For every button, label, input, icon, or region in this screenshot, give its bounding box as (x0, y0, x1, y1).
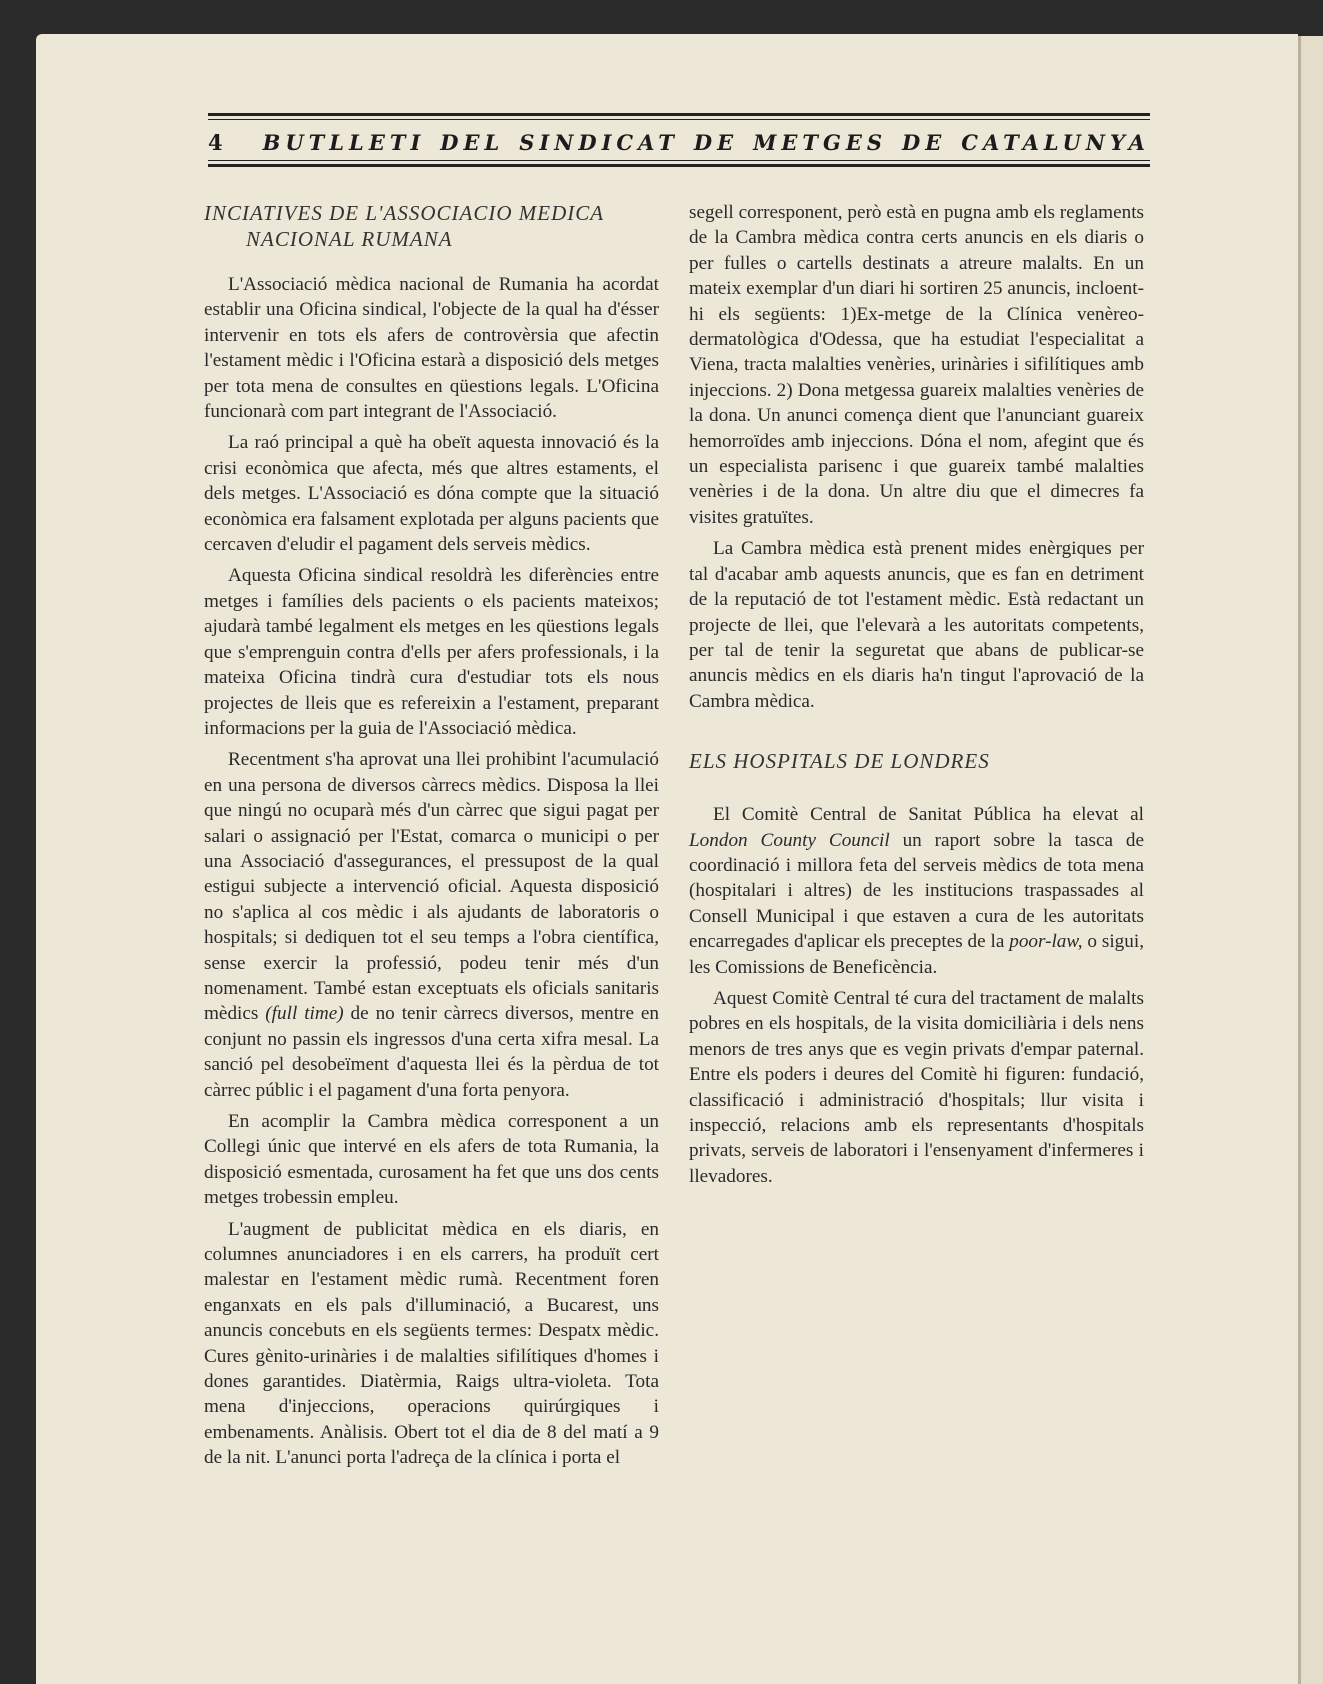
running-head (208, 127, 1150, 157)
article-title-london: ELS HOSPITALS DE LONDRES (689, 749, 990, 774)
italic-phrase: London County Council (689, 829, 890, 851)
running-head-word: SINDICAT (519, 129, 679, 155)
paragraph-text: Recentment s'ha aprovat una llei prohibint l'acumulació en una persona de diversos càrrecs mèdics. Disposa la llei que ningú no ocuparà més d'un càrrec que sigui pagat per salari o assignació per l'Estat, comarca o municipi o per una Associació d'assegurances, el pressupost de la qual estigui subjecte a intervenció oficial. Aquesta disposició no s'aplica al cos mèdic i als ajudants de laboratoris o hospitals; si dediquen tot el seu temps a l'obra científica, sense exercir la professió, podeu tenir més d'un nomenament. També estan exceptuats els oficials sanitaris mèdics (204, 749, 659, 1025)
paragraph: Aquesta Oficina sindical resoldrà les diferències entre metges i famílies dels pacients o els pacients mateixos; ajudarà també legalment els metges en les qüestions legals que s'emprenguin contra d'ells per afers professionals, i la mateixa Oficina tindrà cura d'estudiar tots els nous projectes de lleis que es refereixin a l'estament, preparant informacions per la guia de l'Associació mèdica. (204, 565, 659, 739)
running-head-word: CATALUNYA (961, 129, 1150, 155)
running-head-word: DE (902, 129, 947, 155)
article-title-line: INCIATIVES DE L'ASSOCIACIO MEDICA (204, 201, 605, 225)
paragraph-text: El Comitè Central de Sanitat Pública ha elevat al (713, 804, 1144, 826)
paragraph: L'augment de publicitat mèdica en els diaris, en columnes anunciadores i en els carrers, ha produït cert malestar en l'estament mèdic rumà. Recentment foren enganxats en els pals d'illuminació, a Bucarest, uns anuncis concebuts en els següents termes: Despatx mèdic. Cures gènito-urinàries i de malalties sifilítiques d'homes i dones garantides. Diatèrmia, Raigs ultra-violeta. Tota mena d'injeccions, operacions quirúrgiques i embenaments. Anàlisis. Obert tot el dia de 8 del matí a 9 de la nit. L'anunci porta l'adreça de la clínica i porta el (204, 1218, 659, 1469)
next-page-edge (1298, 36, 1323, 1684)
italic-phrase: (full time) (265, 1003, 344, 1025)
paragraph-text: de no tenir càrrecs diversos, mentre en conjunt no passin els ingressos d'una certa xifra mesal. La sanció pel desobeïment d'aquesta llei és la pèrdua de tot càrrec públic i el pagament d'una forta penyora. (204, 1003, 660, 1101)
running-head-word: METGES (753, 129, 888, 155)
paragraph-continued: segell corresponent, però està en pugna amb els reglaments de la Cambra mèdica contra certs anuncis en els diaris o per fulles o cartells destinats a atreure malalts. En un mateix exemplar d'un diari hi sortiren 25 anuncis, incloent-hi els següents: 1)Ex-metge de la Clínica venèreo-dermatològica d'Odessa, que ha estudiat l'especialitat a Viena, tracta malalties venèries, urinàries i sifilítiques amb injeccions. 2) Dona metgessa guareix malalties venèries de la dona. Un anunci comença dient que l'anunciant guareix hemorroïdes amb injeccions. Dóna el nom, afegint que és un especialista parisenc i que guareix també malalties venèries i de la dona. Un altre diu que el dimecres fa visites gratuïtes. (689, 202, 1144, 528)
article-title-romania (204, 200, 659, 252)
column-left (204, 200, 659, 1477)
paragraph: L'Associació mèdica nacional de Rumania ha acordat establir una Oficina sindical, l'objecte de la qual ha d'ésser intervenir en tots els afers de controvèrsia que afectin l'estament mèdic i l'Oficina estarà a disposició dels metges per tota mena de consultes en qüestions legals. L'Oficina funcionarà com part integrant de l'Associació. (204, 274, 659, 423)
paragraph: La Cambra mèdica està prenent mides enèrgiques per tal d'acabar amb aquests anuncis, que es fan en detriment de la reputació de tot l'estament mèdic. Està redactant un projecte de llei, que l'elevarà a les autoritats competents, per tal de tenir la seguretat que abans de publicar-se anuncis mèdics en els diaris ha'n tingut l'aprovació de la Cambra mèdica. (689, 538, 1144, 712)
running-head-word: DEL (440, 129, 505, 155)
paragraph-text: un raport sobre la tasca de coordinació i millora feta del serveis mèdics de tota mena (hospitalari i altres) de les institucions traspassades al Consell Municipal i que estaven a cura de les autoritats encarregades d'aplicar els preceptes de la (689, 829, 1144, 953)
paragraph (204, 747, 659, 1103)
header-rule-bottom-thin (208, 160, 1150, 161)
paragraph-text: o sigui, les Comissions de Beneficència. (689, 931, 1144, 978)
italic-phrase: poor-law, (1009, 931, 1083, 953)
paragraph (689, 802, 1144, 980)
running-head-word: DE (693, 129, 739, 155)
paragraph: La raó principal a què ha obeït aquesta innovació és la crisi econòmica que afecta, més que altres estaments, el dels metges. L'Associació es dóna compte que la situació econòmica era falsament explotada per alguns pacients que cercaven d'eludir el pagament dels serveis mèdics. (204, 432, 659, 556)
paragraph: En acomplir la Cambra mèdica corresponent a un Collegi únic que intervé en els afers de tota Rumania, la disposició esmentada, curosament ha fet que uns dos cents metges trobessin empleu. (204, 1111, 659, 1209)
paragraph: Aquest Comitè Central té cura del tractament de malalts pobres en els hospitals, de la visita domiciliària i dels nens menors de tres anys que es vegin privats d'empar paternal. Entre els poders i deures del Comitè hi figuren: fundació, classificació i administració d'hospitals; llur visita i inspecció, relacions amb els representants d'hospitals privats, serveis de laboratori i l'ensenyament d'infermeres i llevadores. (689, 987, 1144, 1187)
running-head-word: BUTLLETI (262, 129, 426, 155)
header-rule-top (208, 113, 1150, 116)
header-rule-bottom (208, 164, 1150, 167)
header-rule-top-thin (208, 119, 1150, 120)
column-right (689, 200, 1144, 1195)
article-title-line: NACIONAL RUMANA (246, 227, 453, 251)
page-number: 4 (208, 129, 228, 155)
